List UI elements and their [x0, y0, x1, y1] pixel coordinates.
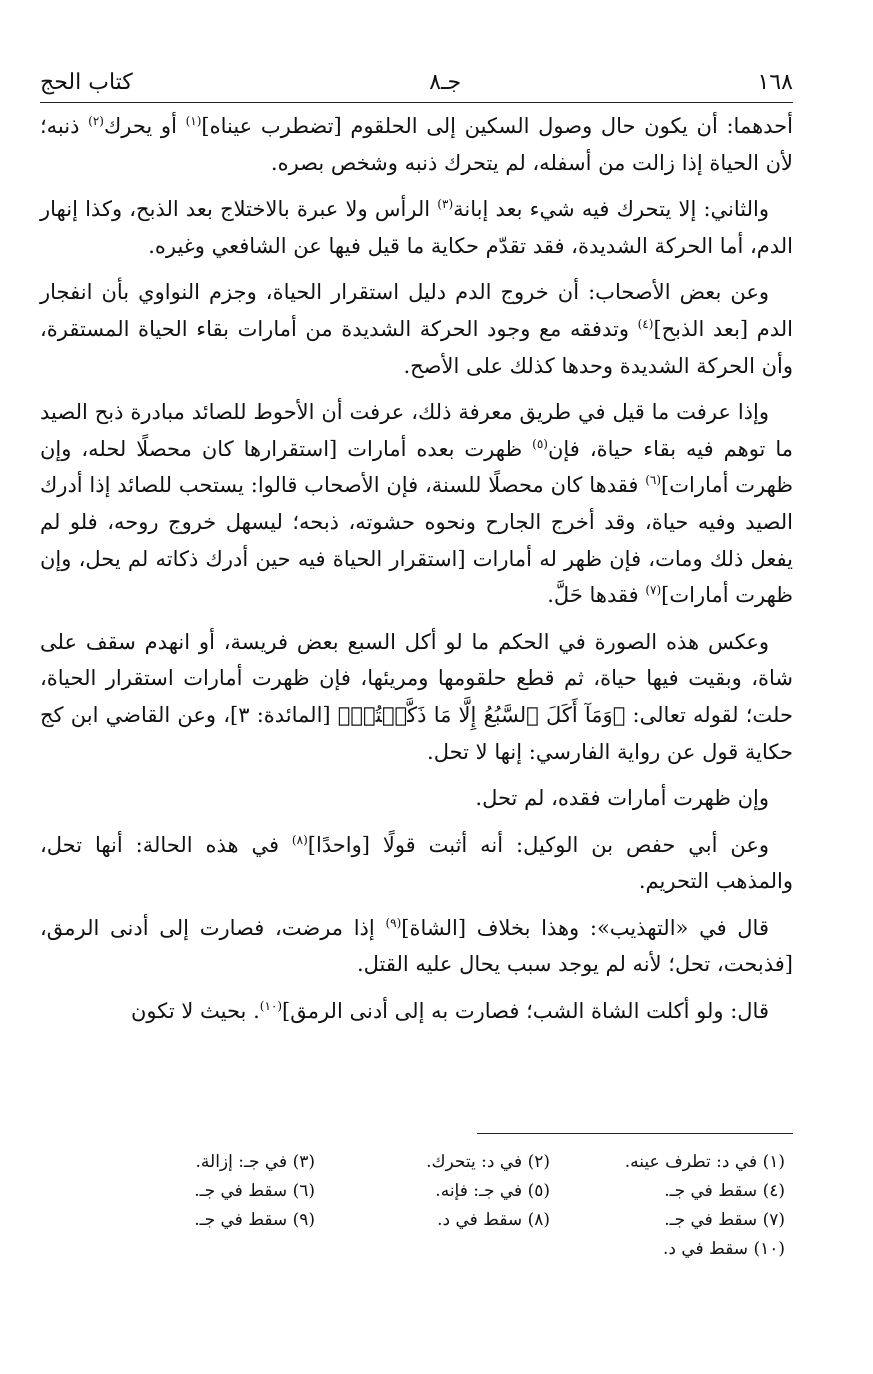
- paragraph-8: [40, 910, 793, 983]
- footnote-ref-1: (١): [185, 114, 202, 128]
- text-run: إذا مرضت، فصارت إلى أدنى الرمق، [فذبحت، تحل؛ لأنه لم يوجد سبب يحال عليه القتل.: [40, 915, 793, 977]
- footnote-empty: [315, 1235, 550, 1264]
- footnotes: [80, 1148, 785, 1264]
- paragraph-7: [40, 827, 793, 900]
- footnote-4: (٤) سقط في جـ.: [664, 1181, 785, 1201]
- footnote-row: [80, 1148, 785, 1177]
- text-run: أو يحرك: [103, 114, 186, 138]
- text-run: فقدها كان محصلًا للسنة، فإن الأصحاب قالوا: يستحب للصائد إذا أدرك الصيد وفيه حياة، وقد أخرج الجارح ونحوه حشوته، ذبحه؛ ليسهل خروج روحه، فلو لم يفعل ذلك ومات، فإن ظهر له أمارات [استقرار الحياة فيه حين أدرك ذكاته لم يحل، وإن ظهرت أمارات]: [40, 473, 793, 608]
- paragraph-2: [40, 191, 793, 264]
- paragraph-5: وعكس هذه الصورة في الحكم ما لو أكل السبع بعض فريسة، أو انهدم سقف على شاة، وبقيت فيها حياة، ثم قطع حلقومها ومريئها، فإن ظهرت أمارات استقرار الحياة، حلت؛ لقوله تعالى: ﴿وَمَآ أَكَلَ ٱلسَّبُعُ إِلَّا مَا ذَكَّيۡتُمۡ﴾ [المائدة: ٣]، وعن القاضي ابن كج حكاية قول عن رواية الفارسي: إنها لا تحل.: [40, 629, 793, 764]
- footnote-ref-9: (٩): [385, 915, 402, 930]
- text-run: أحدهما: أن يكون حال وصول السكين إلى الحلقوم [تضطرب عيناه]: [201, 114, 793, 138]
- footnote-9: (٩) سقط في جـ.: [194, 1210, 315, 1230]
- footnote-ref-6: (٦): [645, 473, 662, 488]
- footnote-1: (١) في د: تطرف عينه.: [624, 1152, 785, 1172]
- text-run: فقدها حَلَّ.: [547, 583, 646, 608]
- text-run: قال: ولو أكلت الشاة الشب؛ فصارت به إلى أدنى الرمق]: [282, 999, 769, 1024]
- footnote-7: (٧) سقط في جـ.: [664, 1210, 785, 1230]
- footnote-ref-10: (١٠): [259, 999, 283, 1014]
- footnote-3: (٣) في جـ: إزالة.: [195, 1152, 315, 1172]
- footnote-row: [80, 1206, 785, 1235]
- paragraph-9: [40, 993, 793, 1030]
- footnote-ref-4: (٤): [637, 316, 654, 331]
- page-number: ١٦٨: [757, 70, 793, 95]
- footnote-2: (٢) في د: يتحرك.: [426, 1152, 550, 1172]
- text-run: وإذا عرفت ما قيل في طريق معرفة ذلك، عرفت أن الأحوط للصائد مبادرة ذبح الصيد ما توهم فيه بقاء حياة، فإن: [40, 400, 794, 461]
- footnote-ref-3: (٣): [437, 197, 454, 212]
- main-text: [40, 108, 793, 1040]
- text-run: والثاني: إلا يتحرك فيه شيء بعد إبانة: [453, 197, 769, 222]
- paragraph-1: [40, 108, 793, 181]
- footnote-ref-2: (٢): [88, 114, 104, 128]
- text-run: . بحيث لا تكون: [131, 999, 260, 1024]
- text-run: ذنبه؛ لأن الحياة إذا زالت من أسفله، لم يتحرك ذنبه وشخص بصره.: [40, 114, 793, 175]
- book-title: كتاب الحج: [40, 70, 133, 95]
- paragraph-6: وإن ظهرت أمارات فقده، لم تحل.: [475, 786, 769, 811]
- text-run: وتدفقه مع وجود الحركة الشديدة من أمارات بقاء الحياة المستقرة، وأن الحركة الشديدة وحدها كذلك على الأصح.: [40, 316, 793, 378]
- footnote-8: (٨) سقط في د.: [437, 1210, 550, 1230]
- footnote-separator: [477, 1133, 793, 1134]
- text-run: قال في «التهذيب»: وهذا بخلاف [الشاة]: [401, 915, 769, 940]
- page-header: [40, 58, 793, 103]
- footnote-ref-7: (٧): [645, 583, 662, 598]
- footnote-row: [80, 1235, 785, 1264]
- text-run: ظهرت بعده أمارات [استقرارها كان محصلًا لحله، وإن ظهرت أمارات]: [40, 436, 793, 498]
- text-run: وعن أبي حفص بن الوكيل: أنه أثبت قولًا [واحدًا]: [307, 832, 769, 857]
- footnote-5: (٥) في جـ: فإنه.: [435, 1181, 550, 1201]
- footnote-6: (٦) سقط في جـ.: [194, 1181, 315, 1201]
- footnote-row: [80, 1177, 785, 1206]
- text-run: الرأس ولا عبرة بالاختلاج بعد الذبح، وكذا إنهار الدم، أما الحركة الشديدة، فقد تقدّم حكاية ما قيل فيها عن الشافعي وغيره.: [40, 197, 793, 258]
- text-run: في هذه الحالة: أنها تحل، والمذهب التحريم.: [40, 832, 793, 894]
- volume-label: جـ٨: [429, 70, 462, 95]
- text-run: وعن بعض الأصحاب: أن خروج الدم دليل استقرار الحياة، وجزم النواوي بأن انفجار الدم [بعد الذبح]: [40, 280, 793, 341]
- footnote-ref-8: (٨): [291, 832, 308, 847]
- footnote-empty: [80, 1235, 315, 1264]
- footnote-ref-5: (٥): [532, 436, 548, 451]
- paragraph-4: [40, 394, 793, 614]
- footnote-10: (١٠) سقط في د.: [662, 1239, 785, 1259]
- paragraph-3: [40, 274, 793, 384]
